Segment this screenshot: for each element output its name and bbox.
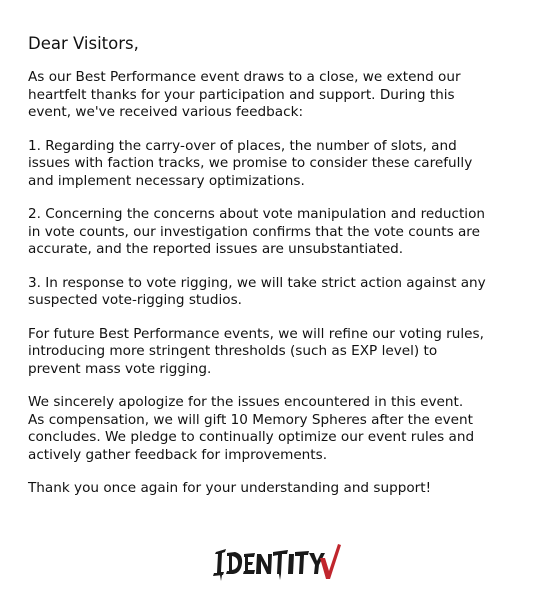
identity-v-logo (212, 538, 342, 584)
greeting: Dear Visitors, (28, 34, 139, 53)
letter-body (28, 33, 528, 514)
intro-paragraph: As our Best Performance event draws to a close, we extend our heartfelt thanks for your participation and support. During this event, we've received various feedback: (28, 69, 461, 120)
closing-line: Thank you once again for your understanding and support! (28, 480, 432, 496)
apology-paragraph: We sincerely apologize for the issues encountered in this event. As compensation, we will gift 10 Memory Spheres after the event concludes. We pledge to continually optimize our event rules and actively gather feedback for improvements. (28, 394, 475, 463)
feedback-point-2: 2. Concerning the concerns about vote manipulation and reduction in vote counts, our investigation confirms that the vote counts are accurate, and the reported issues are unsubstantiated. (28, 206, 486, 257)
feedback-point-1: 1. Regarding the carry-over of places, the number of slots, and issues with faction tracks, we promise to consider these carefully and implement necessary optimizations. (28, 137, 473, 189)
feedback-point-3: 3. In response to vote rigging, we will take strict action against any suspected vote-rigging studios. (28, 274, 486, 308)
future-plans-paragraph: For future Best Performance events, we will refine our voting rules, introducing more stringent thresholds (such as EXP level) to prevent mass vote rigging. (28, 325, 484, 377)
